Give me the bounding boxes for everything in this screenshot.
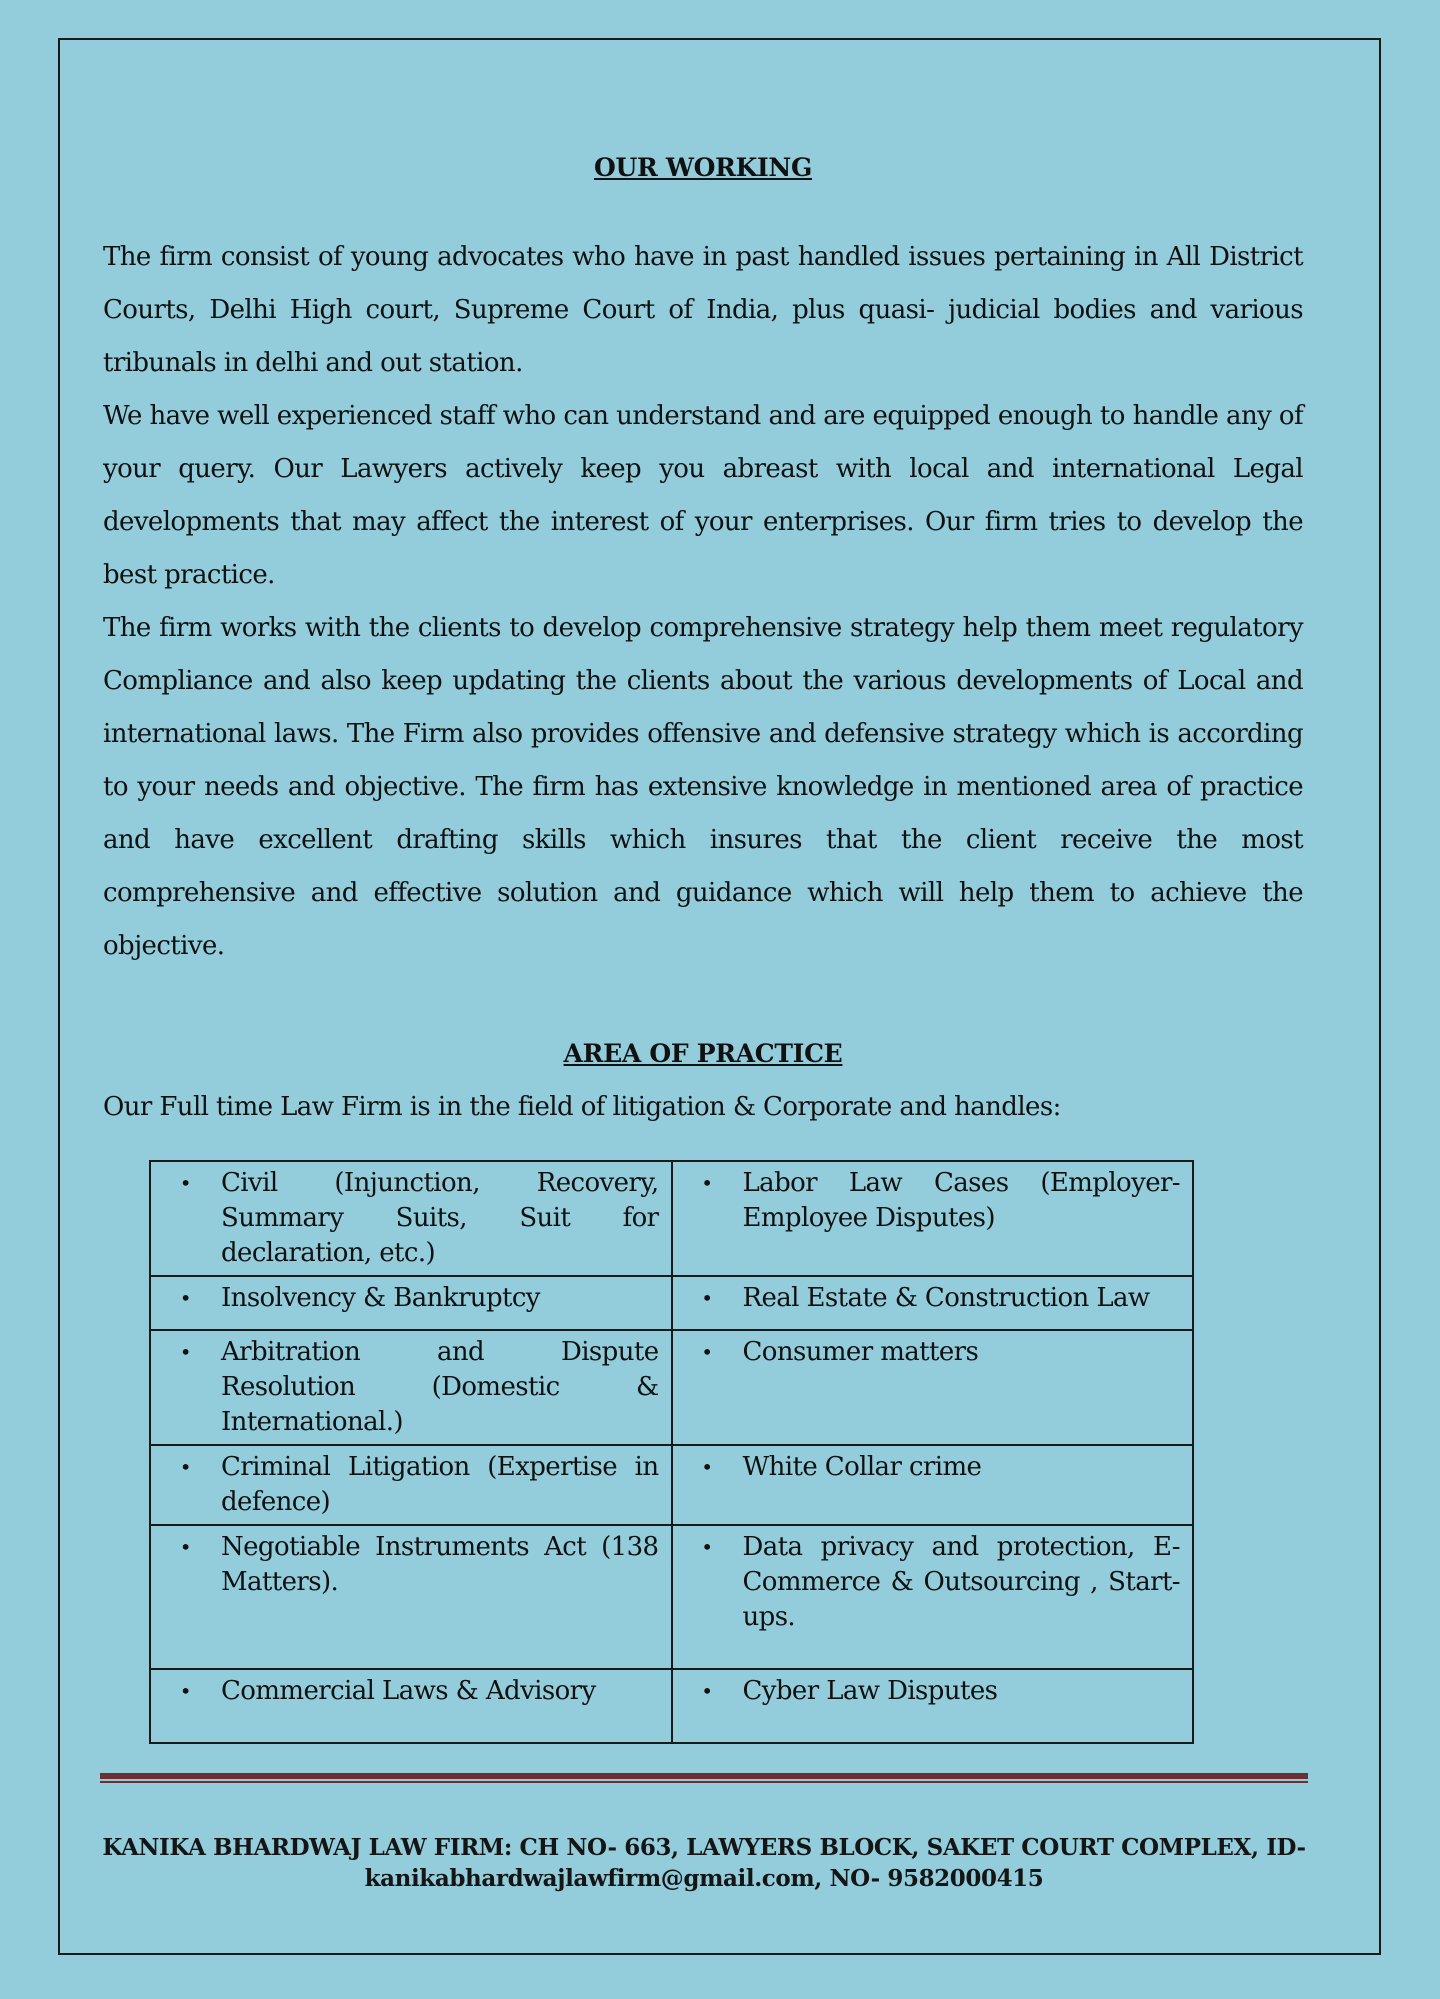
practice-area-label: White Collar crime: [742, 1452, 982, 1482]
list-item: [685, 1335, 1181, 1370]
list-item: [163, 1674, 659, 1709]
bullet-icon: •: [179, 1535, 191, 1559]
bullet-icon: •: [701, 1340, 713, 1364]
practice-cell: [150, 1276, 672, 1330]
practice-cell: [150, 1330, 672, 1445]
practice-cell: [672, 1669, 1194, 1743]
footer-divider: [100, 1773, 1308, 1779]
bullet-icon: •: [701, 1535, 713, 1559]
practice-area-label: Consumer matters: [742, 1337, 979, 1367]
table-row: [150, 1525, 1193, 1669]
list-item: [163, 1530, 659, 1600]
list-item: [685, 1281, 1181, 1316]
list-item: [163, 1450, 659, 1520]
bullet-icon: •: [179, 1286, 191, 1310]
footer-divider-thin: [100, 1781, 1308, 1783]
practice-area-label: Cyber Law Disputes: [742, 1676, 998, 1706]
footer-address: KANIKA BHARDWAJ LAW FIRM: CH NO- 663, LAWYERS BLOCK, SAKET COURT COMPLEX, ID-: [102, 1834, 1306, 1861]
bullet-icon: •: [701, 1171, 713, 1195]
practice-area-label: Arbitration and Dispute Resolution (Domestic & International.): [221, 1337, 659, 1437]
table-row: [150, 1276, 1193, 1330]
practice-area-label: Commercial Laws & Advisory: [221, 1676, 596, 1706]
table-row: [150, 1161, 1193, 1276]
practice-area-label: Labor Law Cases (Employer-Employee Disputes): [742, 1168, 1180, 1233]
working-paragraph-1: The firm consist of young advocates who have in past handled issues pertaining in All District Courts, Delhi High court, Supreme Court of India, plus quasi- judicial bodies and various tribunals in delhi and out station.: [103, 242, 1303, 378]
bullet-icon: •: [701, 1286, 713, 1310]
practice-cell: [672, 1445, 1194, 1525]
list-item: [685, 1674, 1181, 1709]
bullet-icon: •: [179, 1340, 191, 1364]
practice-area-label: Real Estate & Construction Law: [742, 1283, 1150, 1313]
bullet-icon: •: [179, 1679, 191, 1703]
practice-area-label: Insolvency & Bankruptcy: [221, 1283, 540, 1313]
practice-cell: [672, 1525, 1194, 1669]
bullet-icon: •: [701, 1455, 713, 1479]
list-item: [163, 1281, 659, 1316]
list-item: [685, 1530, 1181, 1635]
working-paragraph-3: The firm works with the clients to develop comprehensive strategy help them meet regulatory Compliance and also keep updating the clients about the various developments of Local and international laws. The Firm also provides offensive and defensive strategy which is according to your needs and objective. The firm has extensive knowledge in mentioned area of practice and have excellent drafting skills which insures that the client receive the most comprehensive and effective solution and guidance which will help them to achieve the objective.: [103, 613, 1303, 961]
practice-area-label: Data privacy and protection, E-Commerce & Outsourcing , Start-ups.: [742, 1532, 1180, 1632]
practice-cell: [672, 1276, 1194, 1330]
practice-table: [149, 1160, 1194, 1744]
list-item: [685, 1450, 1181, 1485]
list-item: [685, 1166, 1181, 1236]
list-item: [163, 1335, 659, 1440]
practice-cell: [150, 1161, 672, 1276]
table-row: [150, 1669, 1193, 1743]
practice-cell: [150, 1445, 672, 1525]
table-row: [150, 1445, 1193, 1525]
bullet-icon: •: [179, 1171, 191, 1195]
practice-intro: Our Full time Law Firm is in the field of litigation & Corporate and handles:: [103, 1092, 1061, 1122]
practice-cell: [672, 1330, 1194, 1445]
bullet-icon: •: [179, 1455, 191, 1479]
working-heading: OUR WORKING: [593, 153, 812, 182]
list-item: [163, 1166, 659, 1271]
footer-contact: kanikabhardwajlawfirm@gmail.com, NO- 9582000415: [364, 1865, 1044, 1892]
bullet-icon: •: [701, 1679, 713, 1703]
practice-area-label: Civil (Injunction, Recovery, Summary Suits, Suit for declaration, etc.): [221, 1168, 659, 1268]
working-paragraph-2: We have well experienced staff who can understand and are equipped enough to handle any of your query. Our Lawyers actively keep you abreast with local and international Legal developments that may affect the interest of your enterprises. Our firm tries to develop the best practice.: [103, 401, 1303, 590]
practice-cell: [150, 1669, 672, 1743]
table-row: [150, 1330, 1193, 1445]
footer: [100, 1832, 1308, 1894]
practice-cell: [150, 1525, 672, 1669]
practice-area-label: Negotiable Instruments Act (138 Matters).: [221, 1532, 659, 1597]
practice-cell: [672, 1161, 1194, 1276]
practice-area-label: Criminal Litigation (Expertise in defence): [221, 1452, 659, 1517]
practice-heading: AREA OF PRACTICE: [563, 1039, 843, 1068]
